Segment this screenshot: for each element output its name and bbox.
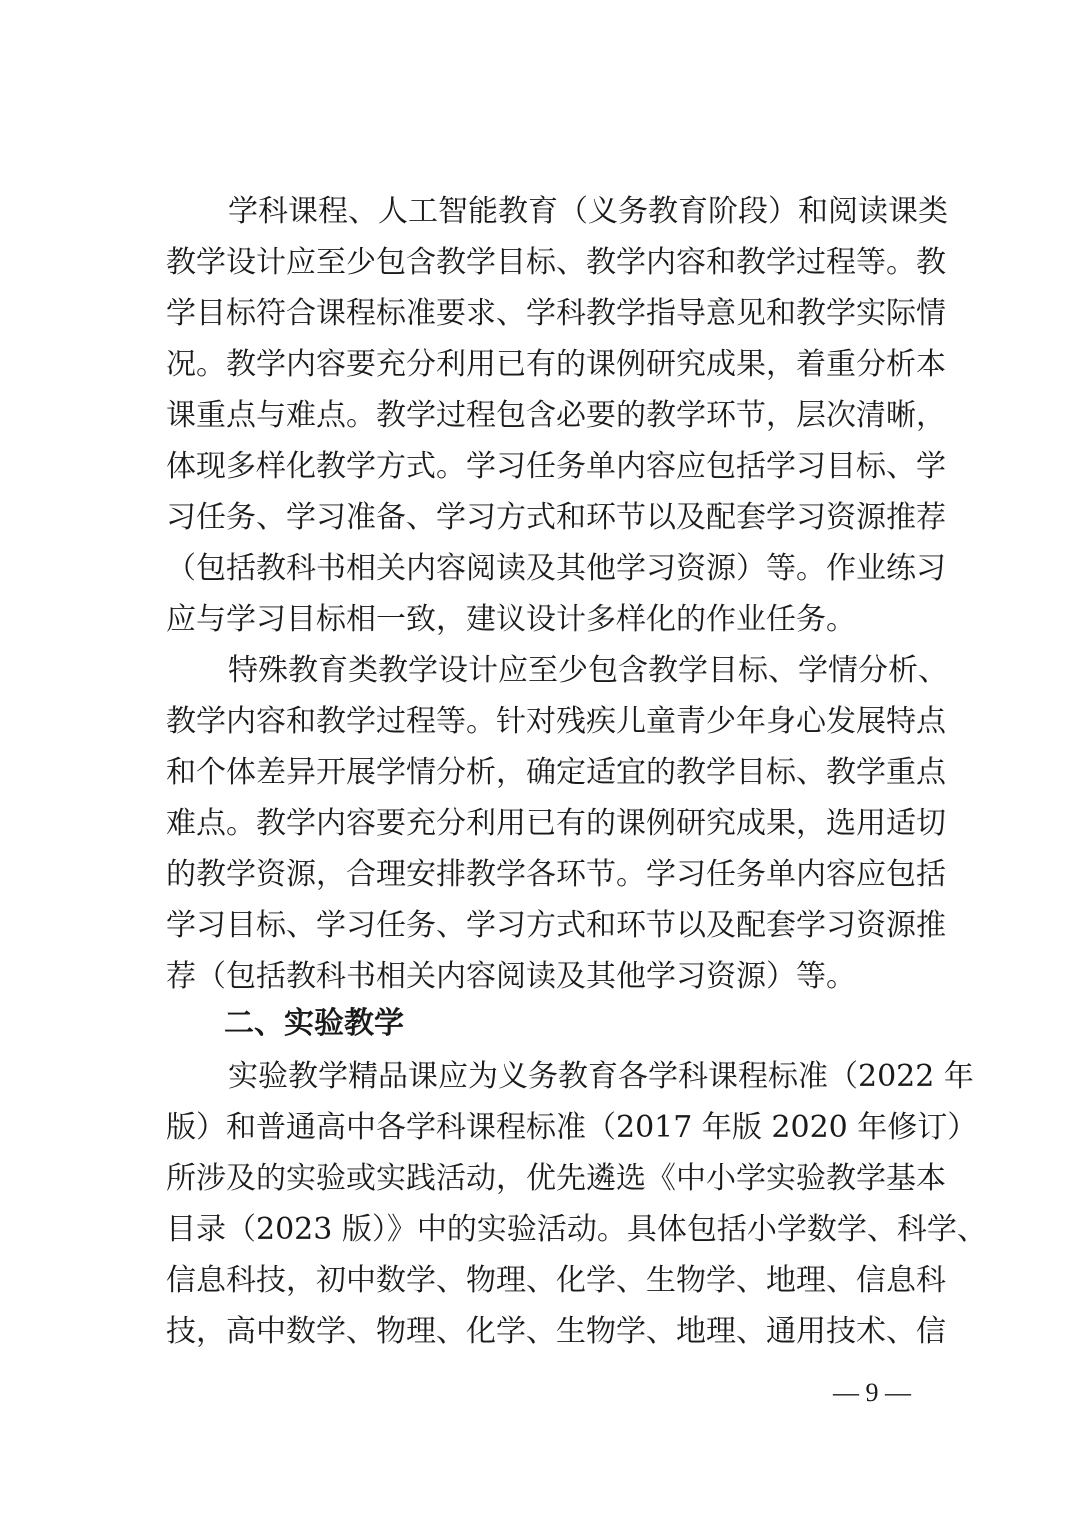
paragraph-2-line-2: 教学内容和教学过程等。针对残疾儿童青少年身心发展特点 (166, 704, 946, 739)
paragraph-1-line-4: 况。教学内容要充分利用已有的课例研究成果，着重分析本 (166, 347, 946, 382)
paragraph-2-line-3: 和个体差异开展学情分析，确定适宜的教学目标、教学重点 (166, 755, 946, 790)
paragraph-1-line-1: 学科课程、人工智能教育（义务教育阶段）和阅读课类 (228, 194, 948, 229)
paragraph-3-line-2: 版）和普通高中各学科课程标准（2017 年版 2020 年修订） (166, 1110, 978, 1145)
paragraph-2-line-1: 特殊教育类教学设计应至少包含教学目标、学情分析、 (228, 653, 948, 688)
paragraph-3-line-4: 目录（2023 版）》中的实验活动。具体包括小学数学、科学、 (166, 1212, 987, 1247)
paragraph-3-line-5: 信息科技，初中数学、物理、化学、生物学、地理、信息科 (166, 1263, 946, 1298)
paragraph-3-line-6: 技，高中数学、物理、化学、生物学、地理、通用技术、信 (166, 1314, 946, 1349)
paragraph-1-line-8: （包括教科书相关内容阅读及其他学习资源）等。作业练习 (166, 551, 946, 586)
paragraph-1-line-7: 习任务、学习准备、学习方式和环节以及配套学习资源推荐 (166, 500, 946, 535)
paragraph-2-line-4: 难点。教学内容要充分利用已有的课例研究成果，选用适切 (166, 806, 946, 841)
paragraph-1-line-6: 体现多样化教学方式。学习任务单内容应包括学习目标、学 (166, 449, 946, 484)
paragraph-3-line-3: 所涉及的实验或实践活动，优先遴选《中小学实验教学基本 (166, 1161, 946, 1196)
paragraph-2-line-7: 荐（包括教科书相关内容阅读及其他学习资源）等。 (166, 959, 856, 994)
paragraph-2-line-5: 的教学资源，合理安排教学各环节。学习任务单内容应包括 (166, 857, 946, 892)
paragraph-1-line-5: 课重点与难点。教学过程包含必要的教学环节，层次清晰， (166, 398, 946, 433)
paragraph-1-line-2: 教学设计应至少包含教学目标、教学内容和教学过程等。教 (166, 245, 946, 280)
paragraph-2-line-6: 学习目标、学习任务、学习方式和环节以及配套学习资源推 (166, 908, 946, 943)
paragraph-3-line-1: 实验教学精品课应为义务教育各学科课程标准（2022 年 (228, 1059, 974, 1094)
section-heading: 二、实验教学 (224, 1006, 404, 1041)
paragraph-1-line-3: 学目标符合课程标准要求、学科教学指导意见和教学实际情 (166, 296, 946, 331)
paragraph-1-line-9: 应与学习目标相一致，建议设计多样化的作业任务。 (166, 602, 856, 637)
page-number: — 9 — (833, 1378, 911, 1407)
